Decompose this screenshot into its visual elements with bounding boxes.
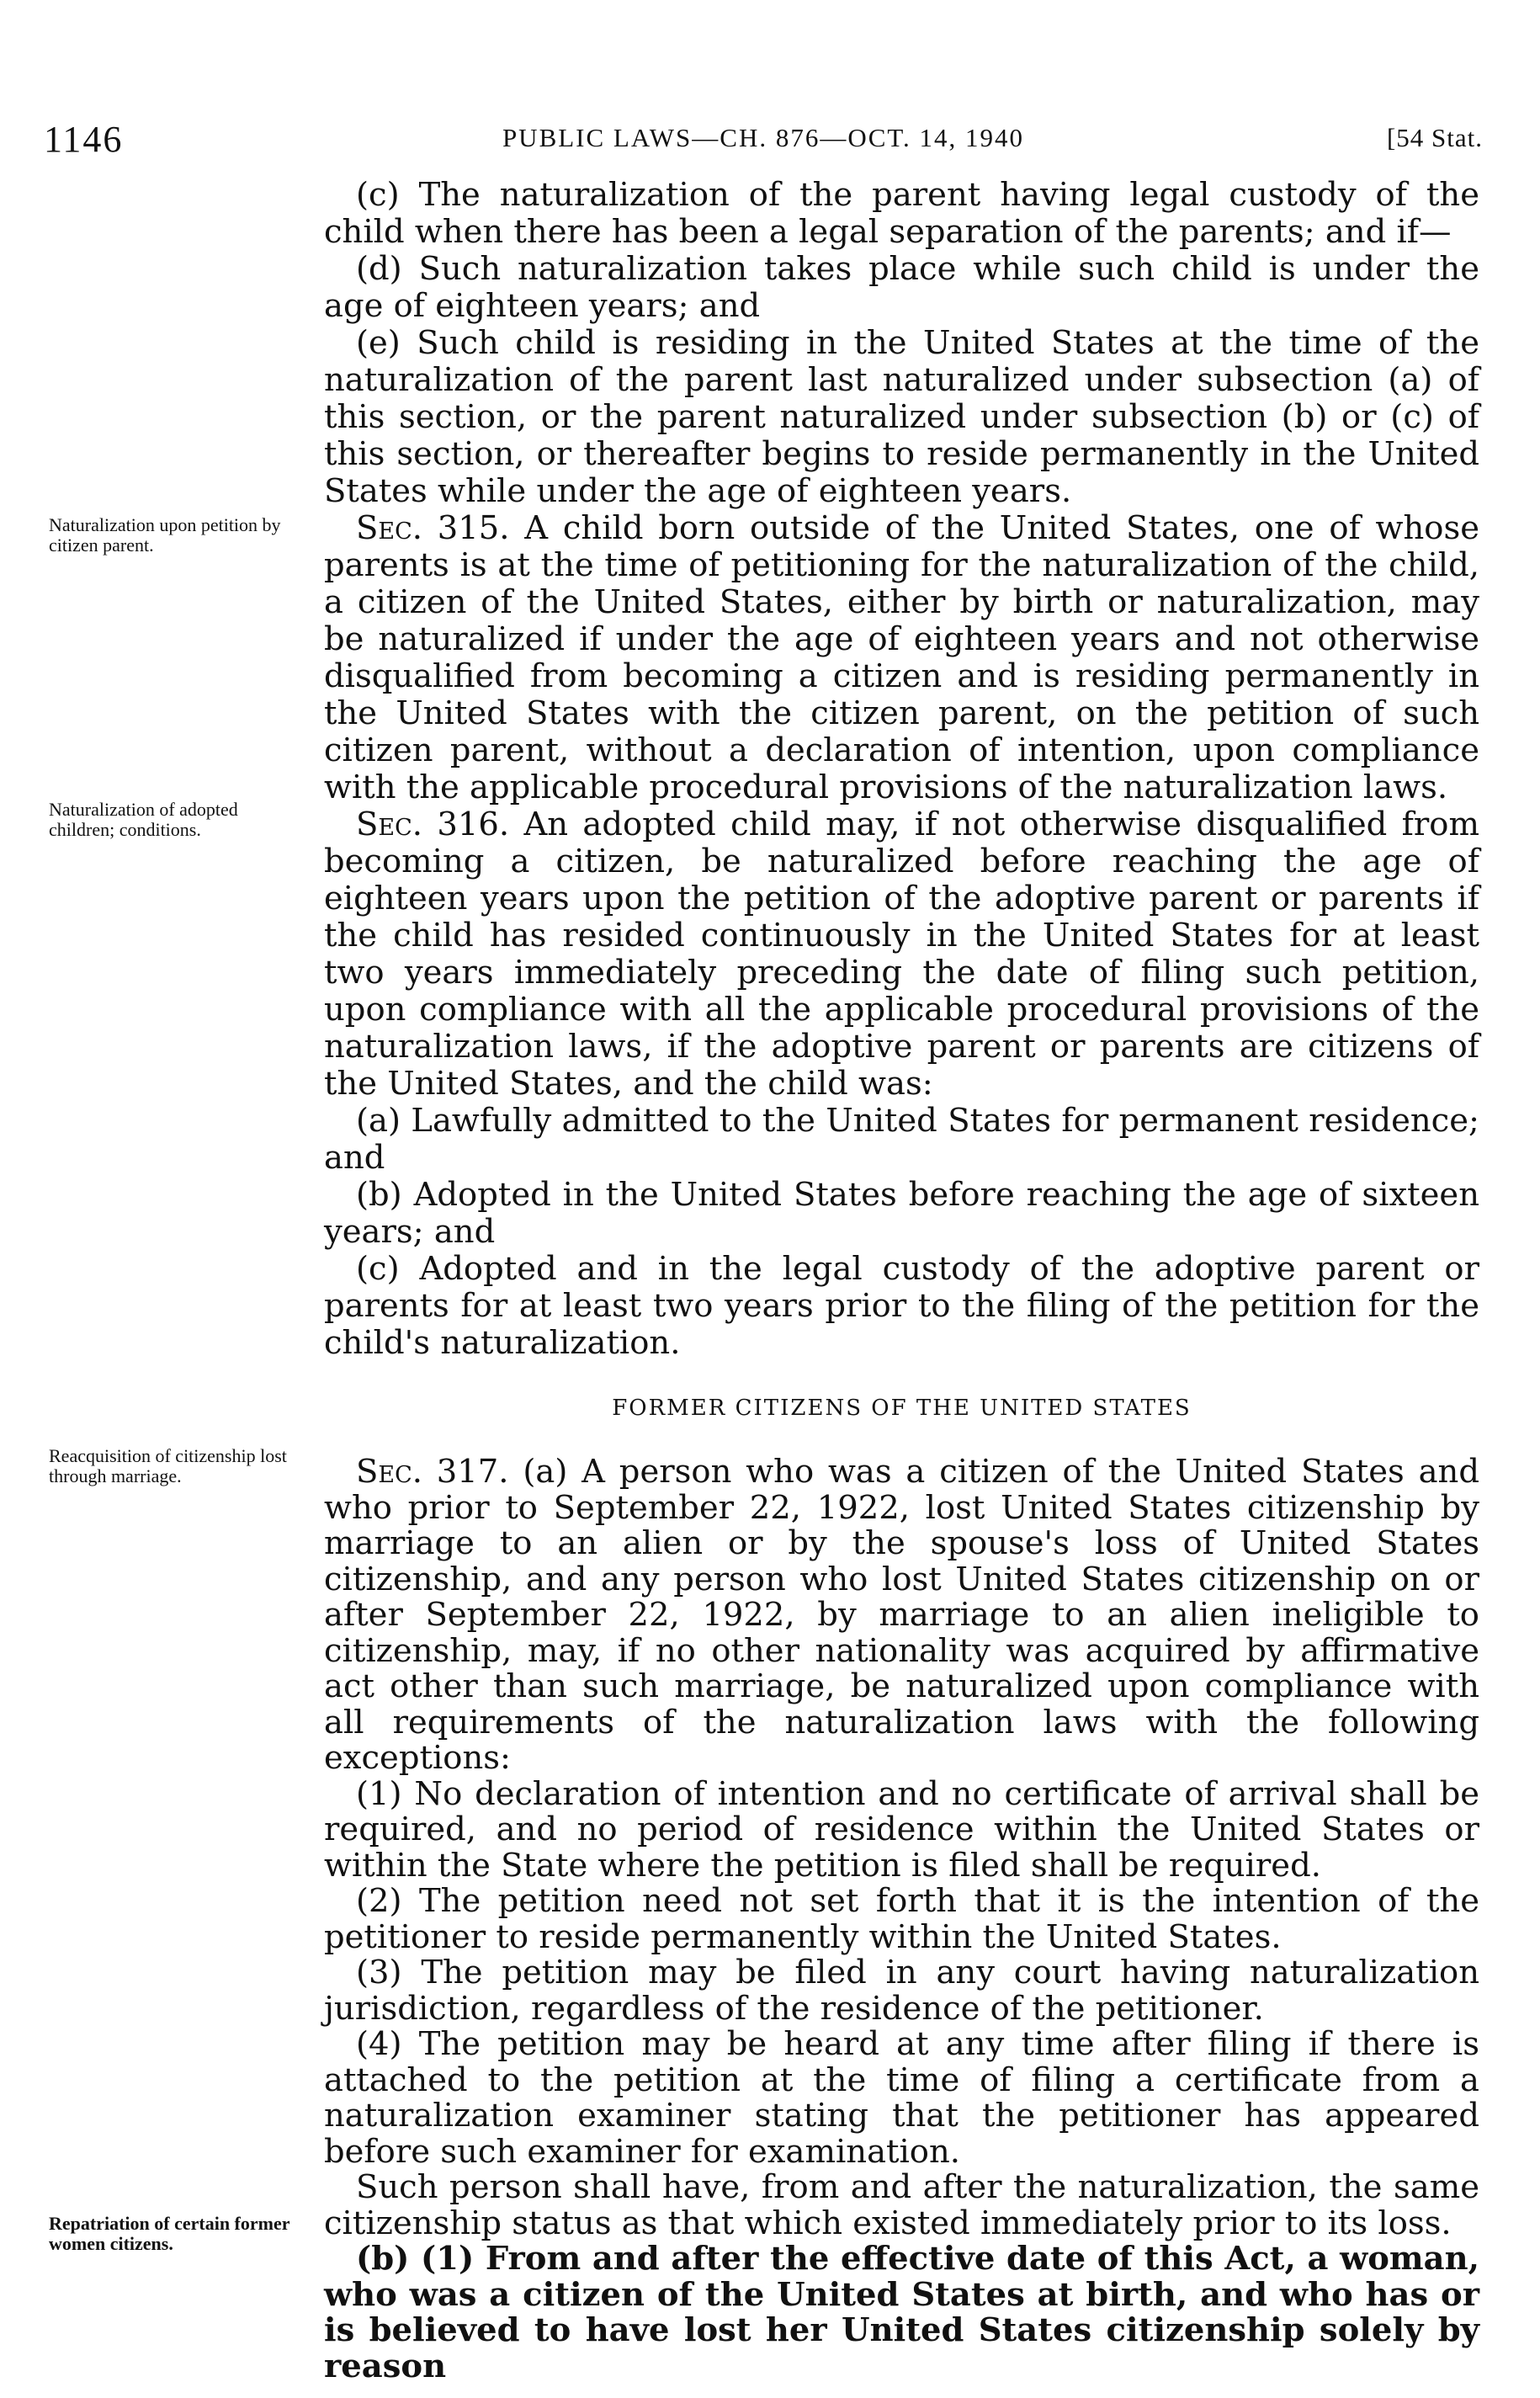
section-316-label: Sec. 316.	[356, 806, 510, 843]
section-316-a: (a) Lawfully admitted to the United States for permanent residence; and	[324, 1102, 1479, 1177]
section-317	[324, 1454, 1479, 1777]
page-header	[44, 118, 1483, 168]
section-317-such: Such person shall have, from and after the naturalization, the same citizenship status as that which existed immediately prior to its loss.	[324, 2168, 1479, 2242]
section-316	[324, 806, 1479, 1103]
section-317-4: (4) The petition may be heard at any time after filing if there is attached to the petition at the time of filing a certificate from a naturalization examiner stating that the petitioner has appeared before such examiner for examination.	[324, 2025, 1479, 2171]
margin-note-sec-317a: Reacquisition of citizenship lost through marriage.	[49, 1445, 287, 1486]
page-number: 1146	[44, 119, 124, 160]
paragraph-e: (e) Such child is residing in the United States at the time of the naturalization of the parent last naturalized under subsection (a) of this section, or the parent naturalized under subsection (b) or (c) of this section, or thereafter begins to reside permanently in the United States while under the age of eighteen years.	[324, 324, 1479, 510]
section-317-text: (a) A person who was a citizen of the United States and who prior to September 22, 1922, lost United States citizenship by marriage to an alien or by the spouse's loss of United States citizenship, and any person who lost United States citizenship on or after September 22, 1922, by marriage to an alien ineligible to citizenship, may, if no other nationality was acquired by affirmative act other than such marriage, be naturalized upon compliance with all requirements of the naturalization laws with the following exceptions:	[324, 1453, 1479, 1777]
section-317-label: Sec. 317.	[356, 1453, 509, 1491]
margin-note-sec-315: Naturalization upon petition by citizen parent.	[49, 514, 281, 556]
section-316-text: An adopted child may, if not otherwise disqualified from becoming a citizen, be naturalized before reaching the age of eighteen years upon the petition of the adoptive parent or parents if the child has resided continuously in the United States for at least two years immediately preceding the date of filing such petition, upon compliance with all the applicable procedural provisions of the naturalization laws, if the adoptive parent or parents are citizens of the United States, and the child was:	[324, 806, 1479, 1103]
section-316-c: (c) Adopted and in the legal custody of the adoptive parent or parents for at least two years prior to the filing of the petition for the child's naturalization.	[324, 1250, 1479, 1362]
section-317-2: (2) The petition need not set forth that it is the intention of the petitioner to reside permanently within the United States.	[324, 1882, 1479, 1956]
margin-note-sec-316: Naturalization of adopted children; conditions.	[49, 799, 238, 840]
paragraph-d: (d) Such naturalization takes place while such child is under the age of eighteen years; and	[324, 250, 1479, 325]
margin-note-sec-317b: Repatriation of certain former women citizens.	[49, 2213, 290, 2254]
page-body	[324, 177, 1479, 2385]
statute-reference: [54 Stat.	[1386, 123, 1483, 152]
section-heading: FORMER CITIZENS OF THE UNITED STATES	[612, 1396, 1192, 1421]
section-317-b: (b) (1) From and after the effective date of this Act, a woman, who was a citizen of the United States at birth, and who has or is believed to have lost her United States citizenship solely by reason	[324, 2240, 1479, 2385]
section-317-1: (1) No declaration of intention and no certificate of arrival shall be required, and no period of residence within the United States or within the State where the petition is filed shall be required.	[324, 1774, 1479, 1885]
section-315-label: Sec. 315.	[356, 509, 510, 547]
section-315-text: A child born outside of the United States, one of whose parents is at the time of petitioning for the naturalization of the child, a citizen of the United States, either by birth or naturalization, may be naturalized if under the age of eighteen years and not otherwise disqualified from becoming a citizen and is residing permanently in the United States with the citizen parent, on the petition of such citizen parent, without a declaration of intention, upon compliance with the applicable procedural provisions of the naturalization laws.	[324, 509, 1479, 806]
section-317-3: (3) The petition may be filed in any court having naturalization jurisdiction, regardless of the residence of the petitioner.	[324, 1954, 1479, 2028]
section-315	[324, 510, 1479, 806]
section-316-b: (b) Adopted in the United States before reaching the age of sixteen years; and	[324, 1176, 1479, 1251]
running-title: PUBLIC LAWS—CH. 876—OCT. 14, 1940	[502, 123, 1025, 152]
paragraph-c: (c) The naturalization of the parent having legal custody of the child when there has been a legal separation of the parents; and if—	[324, 176, 1479, 251]
